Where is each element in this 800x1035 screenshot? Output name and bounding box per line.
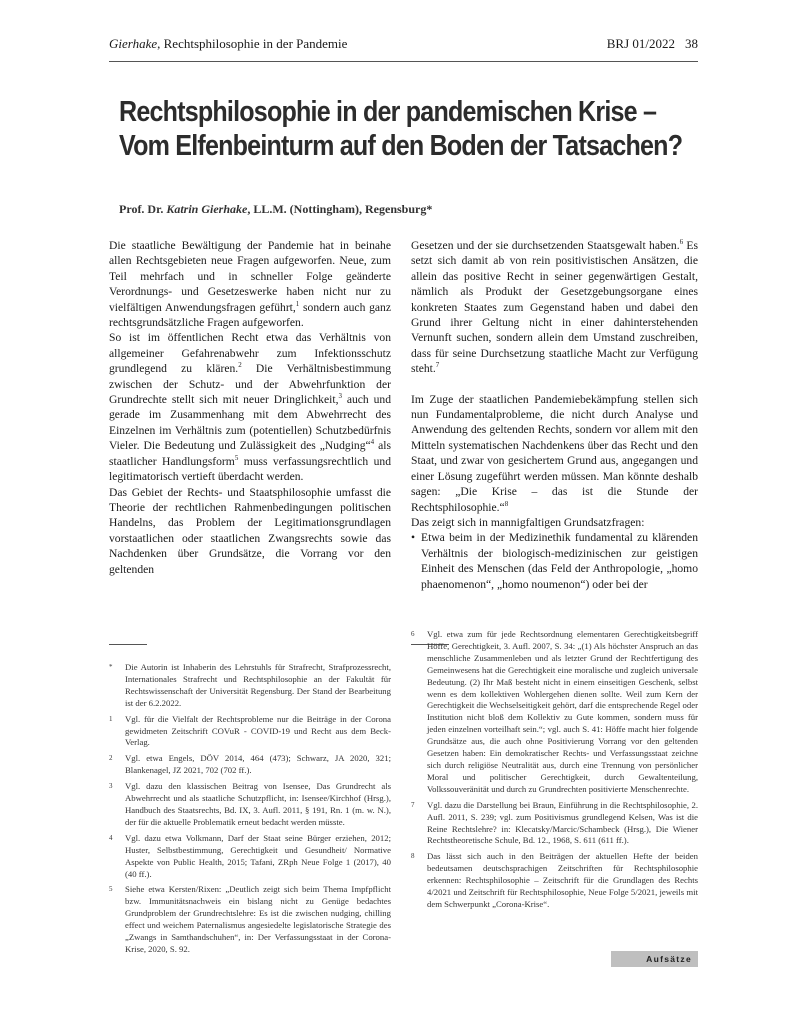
journal-name: BRJ 01/2022 [606, 36, 675, 51]
text: sondern auch ganz rechtsgrundsätzliche Fragen aufgeworfen. [109, 300, 391, 330]
author-name: Katrin Gierhake [166, 202, 248, 216]
journal-info [597, 36, 698, 52]
text: Etwa beim in der Medizinethik fundamental zu klärenden Verhältnis der biologisch-medizinischen zur geistigen Einheit des Menschen (das Feld der Anthropologie, „homo phaenomenon“, „homo noumenon“) oder bei der [421, 531, 698, 591]
paragraph [109, 238, 391, 330]
text: als staatlicher Handlungsform [109, 439, 391, 468]
title-line-2: Vom Elfenbeinturm auf den Boden der Tatsachen? [119, 130, 683, 162]
text: Die Verhältnisbestimmung zwischen der Schutz- und der Abwehrfunktion der Grundrechte stellt sich mit neuer Dringlichkeit, [109, 362, 391, 407]
paragraph [109, 330, 391, 484]
footnote [109, 884, 391, 955]
article-title [119, 95, 683, 163]
footnote-text: Vgl. dazu etwa Volkmann, Darf der Staat seine Bürger erziehen, 2012; Huster, Selbstbestimmung, Gerechtigkeit und Gesundheit/ Normative Aspekte von Public Health, 2015; Tafani, ZRph Neue Folge 1 (2017), 40 (40 ff.). [125, 832, 391, 879]
footnote-number: 8 [411, 852, 415, 861]
header-author: Gierhake [109, 36, 158, 51]
footnote-text: Siehe etwa Kersten/Rixen: „Deutlich zeigt sich beim Thema Impfpflicht bzw. Immunitätsnachweis ein bislang nicht zu Genüge bedachtes Grundproblem der Grundrechtslehre: Es ist die zwischen nudging, chilling effect und weichem Paternalismus angesiedelte legislatorische Strategie des „Zwangs in Samthandschuhen“, in: Der Verfassungsstaat in der Corona-Krise, 2020, S. 92. [125, 884, 391, 954]
footnotes-left [109, 662, 391, 960]
footnote-number: 5 [109, 885, 113, 894]
text: Im Zuge der staatlichen Pandemiebekämpfung stellen sich nun Fundamentalprobleme, die nicht durch Analyse und Anwendung des geltenden Rechts, sondern vor allem mit den Mitteln systematischen Nachdenkens über das Recht und den Staat, und zwar von gesichertem Grund aus, angegangen und einer Lösung zugeführt werden müssen. Man könnte deshalb sagen: „Die Krise – das ist die Stunde der Rechtsphilosophie.“ [411, 392, 698, 514]
footnote-text: Vgl. etwa Engels, DÖV 2014, 464 (473); Schwarz, JA 2020, 321; Blankenagel, JZ 2021, 702 (702 ff.). [125, 753, 391, 776]
footnote-number: 4 [109, 833, 113, 842]
running-header [109, 36, 698, 56]
footnote-divider [109, 644, 147, 645]
footnote-number: 7 [411, 800, 415, 809]
footnote-number: 6 [411, 630, 415, 638]
paragraph [411, 238, 698, 377]
footnote-text: Vgl. dazu den klassischen Beitrag von Isensee, Das Grundrecht als Abwehrrecht und als staatliche Schutzpflicht, in: Isensee/Kirchhof (Hrsg.), Handbuch des Staatsrechts, Bd. IX, 3. Aufl. 2011, § 191, Rn. 1 (m. w. N.), der für die aktuelle Problematik erneut bedacht werden müsste. [125, 781, 391, 827]
footnote-number: 1 [109, 714, 113, 723]
text: muss verfassungsrechtlich und legitimatorisch vertieft überdacht werden. [109, 454, 392, 484]
page-number: 38 [685, 36, 698, 51]
footnote [109, 753, 391, 777]
footnotes-right [411, 629, 698, 915]
footnote-text: Das lässt sich auch in den Beiträgen der aktuellen Hefte der beiden bedeutsamen deutschsprachigen Zeitschriften für Rechtsphilosophie erkennen: Rechtsphilosophie – Zeitschrift für die Grundlagen des Rechts 4/2021 und Zeitschrift für Rechtsphilosophie, Neue Folge 5/2021, jeweils mit dem Schwerpunkt „Corona-Krise“. [427, 851, 698, 909]
footnote-ref[interactable]: 6 [679, 238, 684, 247]
footnote-number: 3 [109, 782, 113, 791]
footnote [411, 851, 698, 911]
left-column [109, 238, 391, 577]
running-title [109, 36, 347, 52]
section-badge: Aufsätze [611, 951, 698, 967]
footnote [109, 833, 391, 881]
footnote [411, 629, 698, 796]
footnote-ref[interactable]: 1 [295, 299, 300, 308]
footnote-number: 2 [109, 754, 113, 763]
footnote-ref[interactable]: 7 [435, 361, 440, 370]
header-divider [109, 61, 698, 62]
footnote [109, 662, 391, 710]
footnote-text: Vgl. etwa zum für jede Rechtsordnung elementaren Gerechtigkeitsbegriff Höffe, Gerechtigkeit, 3. Aufl. 2007, S. 34: „(1) Als höchster Anspruch an das menschliche Zusammenleben und als letzter Grund der Rechtfertigung des Gemeinwesens hat die Gerechtigkeit eine moralische und zugleich universale Bedeutung. (2) Ihr Maß besteht nicht in einem einseitigen Geschenk, selbst wenn es dem kollektiven Wohlergehen dienen sollte. Weil zum Kern der Gerechtigkeit die Wechselseitigkeit gehört, darf die entsprechende Regel oder Institution nicht bloß dem Kollektiv zu Gute kommen, sondern muss für jeden einzelnen vorteilhaft sein.“; vgl. auch S. 41: Höffe macht hier folgende Grundsätze aus, die auch ohne Positivierung Vorrang vor den geltenden Gesetzen haben: Ein demokratischer Rechts- und Verfassungsstaat zeichne sich durch religiöse Neutralität aus, durch eine Trennung von persönlicher Moral und politischer Gerechtigkeit, durch Gewaltenteilung, Volkssouveränität und durch zu Grundrechten positivierte Menschenrechte. [427, 629, 698, 794]
footnote-text: Die Autorin ist Inhaberin des Lehrstuhls für Strafrecht, Strafprozessrecht, Internationales Strafrecht und Rechtsphilosophie an der Fakultät für Rechtswissenschaft der Universität Regensburg. Der Stand der Bearbeitung ist der 6.2.2022. [125, 662, 391, 708]
author-prefix: Prof. Dr. [119, 202, 167, 216]
bullet-icon: • [411, 531, 416, 545]
footnote [109, 714, 391, 750]
paragraph: Das zeigt sich in mannigfaltigen Grundsatzfragen: [411, 515, 645, 529]
footnote-number: * [109, 663, 113, 671]
footnote-ref[interactable]: 5 [234, 453, 239, 462]
footnote-text: Vgl. dazu die Darstellung bei Braun, Einführung in die Rechtsphilosophie, 2. Aufl. 2011, S. 239; vgl. zum Positivismus grundlegend Kelsen, Was ist die Reine Rechtslehre? in: Klecatsky/Marcic/Schambeck (Hrsg.), Die Wiener Rechtstheoretische Schule, Bd. 12., 1968, S. 611 (611 ff.). [427, 799, 698, 846]
paragraph: Das Gebiet der Rechts- und Staatsphilosophie umfasst die Theorie der rechtlichen Rahmenbedingungen politischen Handelns, das Problem der Legitimationsgrundlagen vorstaatlichen oder staatlichen Zwangsrechts sowie das Nachdenken über Grundsätze, die Vorrang vor den geltenden [109, 485, 391, 576]
bullet-item [411, 530, 698, 592]
footnote-ref[interactable]: 2 [238, 361, 242, 370]
footnote [109, 781, 391, 829]
header-running-title: , Rechtsphilosophie in der Pandemie [157, 36, 348, 51]
text: So ist im öffentlichen Recht etwa das Verhältnis von allgemeiner Gefahrenabwehr zum Infektionsschutz grundlegend zu klären. [109, 331, 391, 376]
footnote-ref[interactable]: 4 [370, 438, 375, 447]
footnote-ref[interactable]: 8 [504, 499, 509, 508]
text: Gesetzen und der sie durchsetzenden Staatsgewalt haben. [411, 239, 680, 252]
author-line [119, 202, 432, 217]
right-column [411, 238, 698, 592]
title-line-1: Rechtsphilosophie in der pandemischen Krise – [119, 96, 657, 128]
text: Es setzt sich damit ab von rein positivistischen Ansätzen, die allein das positive Recht in seiner gegenwärtigen Gestalt, nämlich als Produkt der Gesetzgebungsorgane eines konkreten Staates zum Gegenstand haben und dabei den Grund ihrer Geltung nicht in einer dahinterstehenden Vernunft suchen, sondern allein dem Umstand zuschreiben, dass für seine Durchsetzung staatliche Macht zur Verfügung steht. [411, 239, 698, 376]
text: Die staatliche Bewältigung der Pandemie hat in beinahe allen Rechtsgebieten neue Fragen aufgeworfen. Neue, zum Teil mehrfach und in schneller Folge geänderte Verordnungs- und Gesetzeswerke haben nicht nur zu vielfältigen Anwendungsfragen geführt, [109, 239, 391, 314]
text: auch und gerade im Zusammenhang mit dem Abwehrrecht des Einzelnen im Verhältnis zum (potentiellen) Schutzbedürfnis Vieler. Die Bedeutung und Zulässigkeit des „Nudging“ [109, 393, 391, 453]
footnote-ref[interactable]: 3 [338, 392, 342, 401]
footnote [411, 800, 698, 848]
footnote-text: Vgl. für die Vielfalt der Rechtsprobleme nur die Beiträge in der Corona gewidmeten Zeitschrift COVuR - COVID-19 und Recht aus dem Beck-Verlag. [125, 713, 391, 748]
paragraph [411, 392, 698, 515]
author-suffix: , LL.M. (Nottingham), Regensburg* [247, 202, 433, 216]
